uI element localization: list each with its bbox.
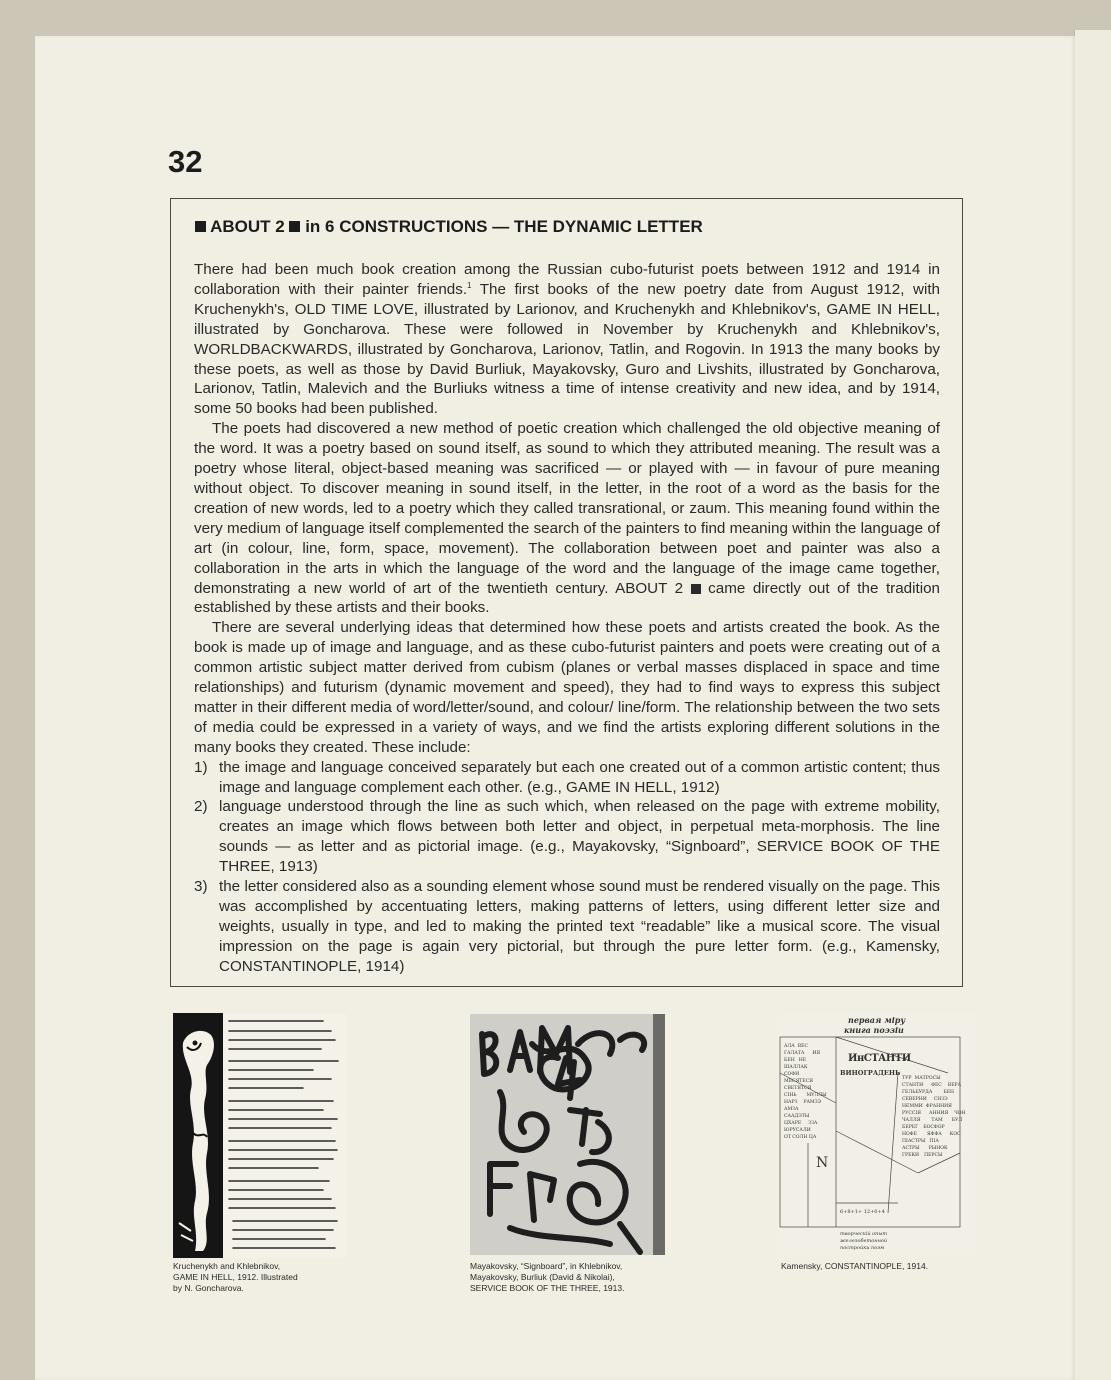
poem-word: СНЗЭ <box>933 1097 948 1102</box>
poem-word: БЕН <box>784 1058 795 1063</box>
poem-word: ФРАННИЯ <box>925 1104 952 1109</box>
poem-word: ЮРУСАЛИ <box>784 1128 811 1133</box>
poem-footer-line: творческій опыт <box>840 1231 888 1237</box>
paragraph-1-text-a: There had been much book creation among the Russian cubo-futurist poets between 1912 and 1914 in collaboration with their painter friends. <box>194 261 940 298</box>
poem-word: ЧОН <box>954 1111 966 1116</box>
poem-word: НОФЕ <box>902 1132 917 1137</box>
figure-caption-1 <box>173 1261 298 1294</box>
page-number: 32 <box>168 144 203 179</box>
poem-word: ФЕС <box>931 1083 942 1088</box>
figure-game-in-hell <box>173 1013 346 1258</box>
poem-word: АСТРЫ <box>902 1146 920 1151</box>
poem-word: АННИЯ <box>928 1111 949 1116</box>
poem-title-line-2: книга поэзіи <box>844 1025 904 1035</box>
poem-word: РУССІЯ <box>902 1111 921 1116</box>
caption-line: Mayakovsky, “Signboard”, in Khlebnikov, <box>470 1261 623 1271</box>
poem-formula: 6+8+1+ 12+0+4 <box>840 1209 885 1215</box>
numbered-list <box>194 758 940 977</box>
poem-word: СВЕТЯТСЯ <box>784 1086 812 1091</box>
poem-word: ТУР <box>902 1076 912 1081</box>
list-item-text: the letter considered also as a sounding element whose sound must be rendered visually on the page. This was accomplished by accentuating letters, making patterns of letters, using different letter size and weights, usually in type, and led to making the printed text “readable” like a musical score. The visual impression on the page is again very pictorial, but through the pure letter form. (e.g., Kamensky, CONSTANTINOPLE, 1914) <box>219 878 940 975</box>
poem-word: ГЕЛЬБУРДА <box>902 1090 933 1095</box>
poem-word: РЫНОК <box>928 1146 948 1151</box>
text-box <box>170 198 963 987</box>
poem-word: НАРЗ <box>784 1100 798 1105</box>
poem-word: СТАНТИ <box>902 1083 924 1088</box>
paragraph-2-text-b: came directly out of the tradition established by these artists and their books. <box>194 579 940 617</box>
list-item <box>194 758 940 798</box>
poem-title-line-1: первая міру <box>848 1015 906 1025</box>
poem-word: ЯФФА <box>926 1132 942 1137</box>
poem-word: ГАЛАТА <box>784 1051 805 1056</box>
poem-words-right <box>902 1075 972 1159</box>
poem-word: БЕРЕГ <box>902 1125 919 1130</box>
poem-word: ГРЕКИ <box>902 1153 920 1158</box>
poem-word: ВЕС <box>797 1044 809 1049</box>
square-bullet-icon <box>691 584 701 594</box>
poem-word: МАТРОСЫ <box>914 1076 941 1081</box>
poem-big-letter: N <box>816 1155 829 1171</box>
list-item <box>194 877 940 977</box>
poem-word: ПЕРСЫ <box>924 1153 943 1158</box>
caption-line: by N. Goncharova. <box>173 1283 244 1293</box>
poem-footer-line: железобетонной <box>840 1238 888 1244</box>
poem-footer <box>840 1231 887 1252</box>
caption-line: Kamensky, CONSTANTINOPLE, 1914. <box>781 1261 929 1271</box>
poem-big-word: ИнСТАНТИ <box>848 1053 911 1064</box>
list-number: 3) <box>194 878 208 896</box>
paragraph-2-text-a: The poets had discovered a new method of poetic creation which challenged the old objective meaning of the word. It was a poetry based on sound itself, as sound to which they attributed meaning. The result was a poetry whose literal, object-based meaning was sacrificed — or played with — in favour of pure meaning without object. To discover meaning in sound itself, in the letter, in the root of a word as the basis for the creation of new words, led to a poetry which they called transrational, or zaum. This meaning found within the very medium of language itself complemented the search of the painters to find meaning within the language of art (in colour, line, form, space, movement). The collaboration between poet and painter was also a collaboration in the arts in which the language of the word and the language of the image came together, demonstrating a new world of art of the twentieth century. ABOUT 2 <box>194 420 940 597</box>
signboard-illustration <box>470 1014 665 1255</box>
poem-word: ИЯ <box>812 1051 821 1056</box>
figure-constantinople <box>778 1013 976 1255</box>
poem-word: НЕММИ <box>902 1104 923 1109</box>
caption-line: GAME IN HELL, 1912. Illustrated <box>173 1272 298 1282</box>
goncharova-illustration <box>173 1013 346 1258</box>
list-item <box>194 797 940 877</box>
poem-word: ВЕРА <box>947 1083 962 1088</box>
poem-word: ТАМ <box>931 1118 943 1123</box>
poem-word: СЕВЕРНИ <box>902 1097 927 1102</box>
poem-word: ЧАЛЛЯ <box>902 1118 921 1123</box>
list-number: 2) <box>194 798 208 816</box>
poem-footer-line: постройки поэм <box>840 1245 885 1251</box>
poem-word: НЕ <box>798 1058 807 1063</box>
figure-signboard <box>470 1014 665 1255</box>
figure-caption-2 <box>470 1261 624 1294</box>
article-body <box>194 260 940 977</box>
poem-word: БОСФОР <box>923 1125 945 1130</box>
poem-word: ОТ СОЛН ЦА <box>784 1135 817 1140</box>
figure-caption-3 <box>781 1261 928 1272</box>
poem-big-word: ВИНОГРАДЕНЬ <box>840 1069 901 1077</box>
heading-part-1: ABOUT 2 <box>210 217 285 236</box>
poem-word: АМЗА <box>784 1107 799 1112</box>
poem-word: ПІАСТРЫ <box>902 1139 926 1144</box>
paragraph-1 <box>194 260 940 419</box>
poem-word: РАМЗЭ <box>803 1100 822 1105</box>
heading-part-2: in 6 CONSTRUCTIONS — THE DYNAMIC LETTER <box>305 217 703 236</box>
caption-line: SERVICE BOOK OF THE THREE, 1913. <box>470 1283 625 1293</box>
caption-line: Mayakovsky, Burliuk (David & Nikolai), <box>470 1272 615 1282</box>
section-heading <box>195 217 703 237</box>
poem-word: БЕН <box>943 1090 955 1095</box>
poem-word: МЕСЯТЕСЯ <box>784 1079 813 1084</box>
footnote-marker: 1 <box>467 280 472 290</box>
poem-word: ПІА <box>929 1139 939 1144</box>
poem-word: БУЛ <box>951 1118 963 1123</box>
poem-word: СААДЭТЫ <box>784 1114 810 1119</box>
paragraph-3: There are several underlying ideas that determined how these poets and artists created the book. As the book is made up of image and language, and as these cubo-futurist painters and poets were creating out of a common artistic subject matter derived from cubism (planes or verbal masses displaced in space and time relationships) and futurism (dynamic movement and speed), they had to find ways to express this subject matter in their different media of word/letter/sound, and colour/ line/form. The relationship between the two sets of media could be expressed in a variety of ways, and we find the artists exploring different solutions in the many books they created. These include: <box>194 619 940 756</box>
poem-word: МУЛЛЫ <box>806 1093 827 1098</box>
poem-word: ЗЗА <box>808 1121 818 1126</box>
square-bullet-icon <box>195 221 206 232</box>
poem-word: КОС <box>949 1132 961 1137</box>
list-item-text: language understood through the line as such which, when released on the page with extreme mobility, creates an image which flows between both letter and object, in perpetual meta-morphosis. The line sounds — as letter and as pictorial image. (e.g., Mayakovsky, “Signboard”, SERVICE BOOK OF THE THREE, 1913) <box>219 798 940 876</box>
caption-line: Kruchenykh and Khlebnikov, <box>173 1261 281 1271</box>
square-bullet-icon <box>289 221 300 232</box>
poem-words-left <box>784 1043 836 1141</box>
poem-word: СОФИ <box>784 1072 800 1077</box>
next-page-edge <box>1074 30 1111 1380</box>
paragraph-1-text-b: The first books of the new poetry date from August 1912, with Kruchenykh's, OLD TIME LOVE, illustrated by Larionov, and Kruchenykh and Khlebnikov's, GAME IN HELL, illustrated by Goncharova. These were followed in November by Kruchenykh and Khlebnikov's, WORLDBACKWARDS, illustrated by Goncharova, Larionov, Tatlin, and Rogovin. In 1913 the many books by these poets, as well as those by David Burliuk, Mayakovsky, Guro and Livshits, illustrated by Goncharova, Larionov, Tatlin, Malevich and the Burliuks witness a time of intense creativity and new idea, and by 1914, some 50 books had been published. <box>194 280 941 418</box>
poem-word: СІНЬ <box>784 1093 797 1098</box>
kamensky-poem <box>778 1013 976 1255</box>
poem-word: ЦХАРЕ <box>784 1121 802 1126</box>
poem-word: АЛА <box>784 1044 795 1049</box>
poem-word: ШАЛЛАК <box>784 1065 808 1070</box>
list-item-text: the image and language conceived separately but each one created out of a common artistic content; thus image and language complement each other. (e.g., GAME IN HELL, 1912) <box>219 758 940 796</box>
list-number: 1) <box>194 758 208 776</box>
paragraph-2 <box>194 419 940 618</box>
